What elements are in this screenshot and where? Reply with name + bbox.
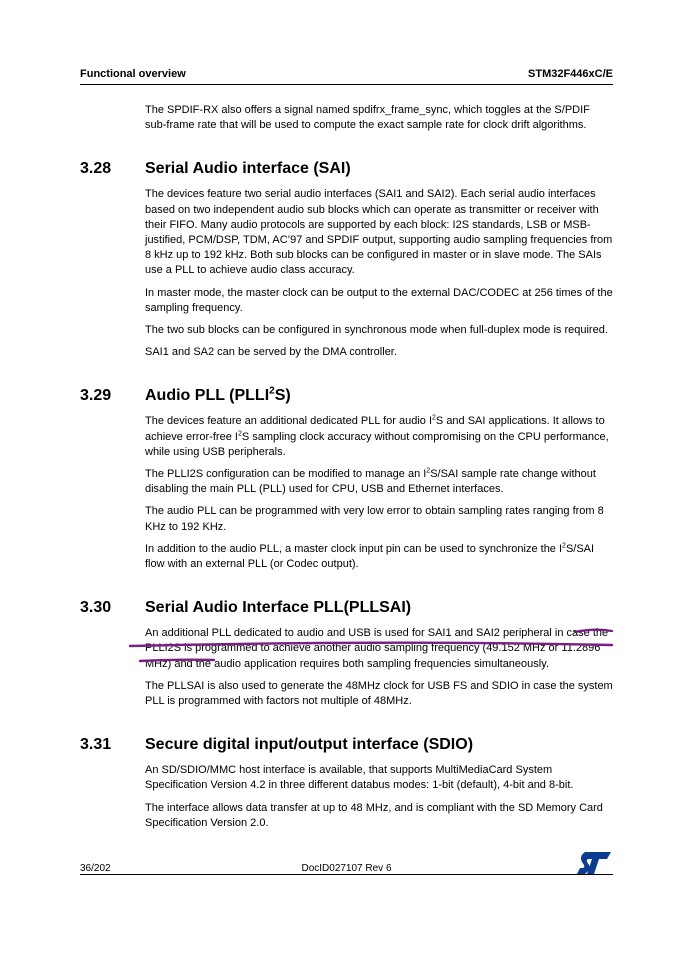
section-3-30-heading [80, 599, 613, 617]
footer-rule [80, 874, 613, 875]
paragraph [145, 467, 613, 497]
text-run: The PLLI2S configuration can be modified to manage an I [145, 468, 427, 481]
superscript: 2 [269, 386, 275, 398]
page-number: 36/202 [80, 863, 111, 874]
st-logo-icon [577, 852, 611, 874]
page-header [80, 68, 613, 84]
text-run: In addition to the audio PLL, a master clock input pin can be used to synchronize the I [145, 542, 563, 555]
text-run: S/SAI sample rate change without disabling the main PLL (PLL) used for CPU, USB and Ethernet interfaces. [145, 468, 596, 496]
section-number: 3.30 [80, 599, 112, 617]
header-section-title: Functional overview [80, 68, 186, 80]
section-3-28-heading [80, 160, 613, 178]
annotated-paragraph: An additional PLL dedicated to audio and USB is used for SAI1 and SAI2 peripheral in case the PLLI2S is programmed to achieve another audio sampling frequency (49.152 MHz or 11.2896 MHz) and the audio application requires both sampling frequencies simultaneously. [145, 627, 609, 670]
title-part: Audio PLL (PLLI [145, 387, 270, 405]
paragraph [145, 542, 613, 572]
title-part: S) [274, 387, 291, 405]
section-3-31-heading [80, 736, 613, 754]
paragraph [145, 414, 613, 460]
paragraph: SAI1 and SA2 can be served by the DMA controller. [145, 346, 397, 359]
paragraph: The audio PLL can be programmed with very low error to obtain sampling rates ranging from 8 KHz to 192 KHz. [145, 505, 604, 533]
intro-paragraph: The SPDIF-RX also offers a signal named spdifrx_frame_sync, which toggles at the S/PDIF sub-frame rate that will be used to compute the exact sample rate for clock drift algorithms. [145, 104, 590, 132]
paragraph: The interface allows data transfer at up to 48 MHz, and is compliant with the SD Memory Card Specification Version 2.0. [145, 801, 603, 829]
section-title: Serial Audio interface (SAI) [145, 160, 351, 178]
page-body [80, 103, 613, 838]
header-rule [80, 84, 613, 85]
paragraph: An SD/SDIO/MMC host interface is available, that supports MultiMediaCard System Specification Version 4.2 in three different databus modes: 1-bit (default), 4-bit and 8-bit. [145, 764, 574, 792]
section-title: Serial Audio Interface PLL(PLLSAI) [145, 599, 412, 617]
superscript: 2 [432, 414, 436, 422]
text-run: S/SAI flow with an external PLL (or Codec output). [145, 542, 595, 571]
paragraph: The devices feature two serial audio interfaces (SAI1 and SAI2). Each serial audio interfaces based on two independent audio sub blocks which can operate as transmitter or receiver with their FIFO. Many audio protocols are supported by each block: I2S standards, LSB or MSB-justified, PCM/DSP, TDM, AC’97 and SPDIF output, supporting audio sampling frequencies from 8 kHz up to 192 kHz. Both sub blocks can be configured in master or in slave mode. The SAIs use a PLL to achieve audio class accuracy. [145, 188, 613, 277]
superscript: 2 [562, 542, 566, 550]
superscript: 2 [237, 429, 242, 437]
section-number: 3.28 [80, 160, 112, 178]
superscript: 2 [426, 467, 431, 475]
text-run: The devices feature an additional dedicated PLL for audio I [145, 415, 433, 428]
paragraph: The two sub blocks can be configured in synchronous mode when full-duplex mode is required. [145, 324, 608, 337]
section-3-29-heading [80, 387, 613, 405]
document-id: DocID027107 Rev 6 [301, 863, 392, 874]
paragraph: The PLLSAI is also used to generate the 48MHz clock for USB FS and SDIO in case the system PLL is programmed with factors not multiple of 48MHz. [145, 679, 613, 708]
paragraph: In master mode, the master clock can be output to the external DAC/CODEC at 256 times of the sampling frequency. [145, 286, 613, 314]
text-run: S sampling clock accuracy without compromising on the CPU performance, while using USB peripherals. [145, 430, 609, 458]
logo-shape [577, 852, 611, 874]
section-number: 3.31 [80, 736, 112, 754]
section-title [145, 387, 291, 405]
section-number: 3.29 [80, 387, 112, 405]
text-run: S and SAI applications. It allows to achieve error-free I [145, 415, 605, 443]
section-title: Secure digital input/output interface (SDIO) [145, 736, 474, 754]
header-product-name: STM32F446xC/E [528, 68, 613, 80]
